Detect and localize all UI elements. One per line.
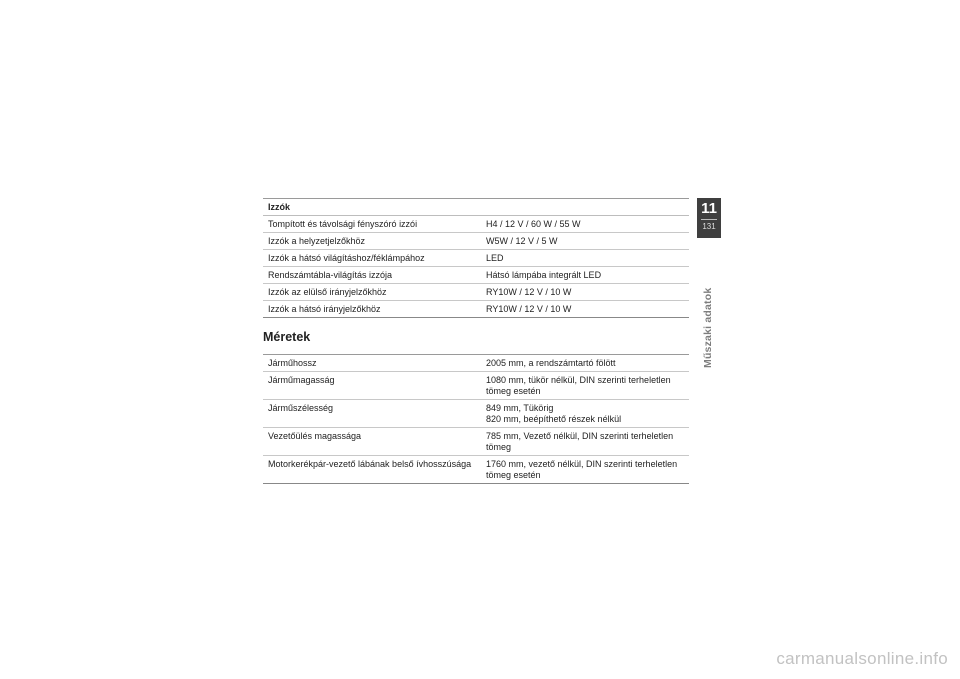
row-value: 849 mm, Tükörig 820 mm, beépíthető részek nélkül <box>476 400 689 428</box>
row-value: 1760 mm, vezető nélkül, DIN szerinti terheletlen tömeg esetén <box>476 456 689 484</box>
row-label: Motorkerékpár-vezető lábának belső ívhosszúsága <box>263 456 476 484</box>
row-value: Hátsó lámpába integrált LED <box>476 267 689 284</box>
table-row <box>263 267 689 284</box>
chapter-title: Műszaki adatok <box>702 287 714 368</box>
table-row <box>263 428 689 456</box>
table-row <box>263 216 689 233</box>
table-row <box>263 250 689 267</box>
page-content <box>263 198 689 484</box>
row-value: 785 mm, Vezető nélkül, DIN szerinti terheletlen tömeg <box>476 428 689 456</box>
chapter-divider <box>701 219 717 220</box>
row-value: RY10W / 12 V / 10 W <box>476 284 689 301</box>
bulbs-table-header <box>263 199 689 216</box>
bulbs-table <box>263 198 689 318</box>
table-row <box>263 372 689 400</box>
row-label: Izzók a helyzetjelzőkhöz <box>263 233 476 250</box>
chapter-tab <box>697 198 721 238</box>
row-label: Izzók a hátsó irányjelzőkhöz <box>263 301 476 318</box>
row-value: RY10W / 12 V / 10 W <box>476 301 689 318</box>
row-label: Vezetőülés magassága <box>263 428 476 456</box>
bulbs-table-title: Izzók <box>263 199 689 216</box>
row-label: Rendszámtábla-világítás izzója <box>263 267 476 284</box>
row-label: Járműszélesség <box>263 400 476 428</box>
row-label: Izzók a hátsó világításhoz/féklámpához <box>263 250 476 267</box>
row-value: LED <box>476 250 689 267</box>
table-row <box>263 355 689 372</box>
dimensions-heading: Méretek <box>263 330 311 344</box>
row-value: 2005 mm, a rendszámtartó fölött <box>476 355 689 372</box>
table-row <box>263 233 689 250</box>
table-row <box>263 284 689 301</box>
row-value: H4 / 12 V / 60 W / 55 W <box>476 216 689 233</box>
table-row <box>263 301 689 318</box>
dimensions-table <box>263 354 689 484</box>
watermark: carmanualsonline.info <box>776 649 948 668</box>
page-number: 131 <box>702 222 716 231</box>
row-label: Izzók az elülső irányjelzőkhöz <box>263 284 476 301</box>
row-value: W5W / 12 V / 5 W <box>476 233 689 250</box>
chapter-number: 11 <box>701 200 717 217</box>
row-value: 1080 mm, tükör nélkül, DIN szerinti terheletlen tömeg esetén <box>476 372 689 400</box>
row-label: Járműmagasság <box>263 372 476 400</box>
table-row <box>263 456 689 484</box>
row-label: Járműhossz <box>263 355 476 372</box>
table-row <box>263 400 689 428</box>
row-label: Tompított és távolsági fényszóró izzói <box>263 216 476 233</box>
